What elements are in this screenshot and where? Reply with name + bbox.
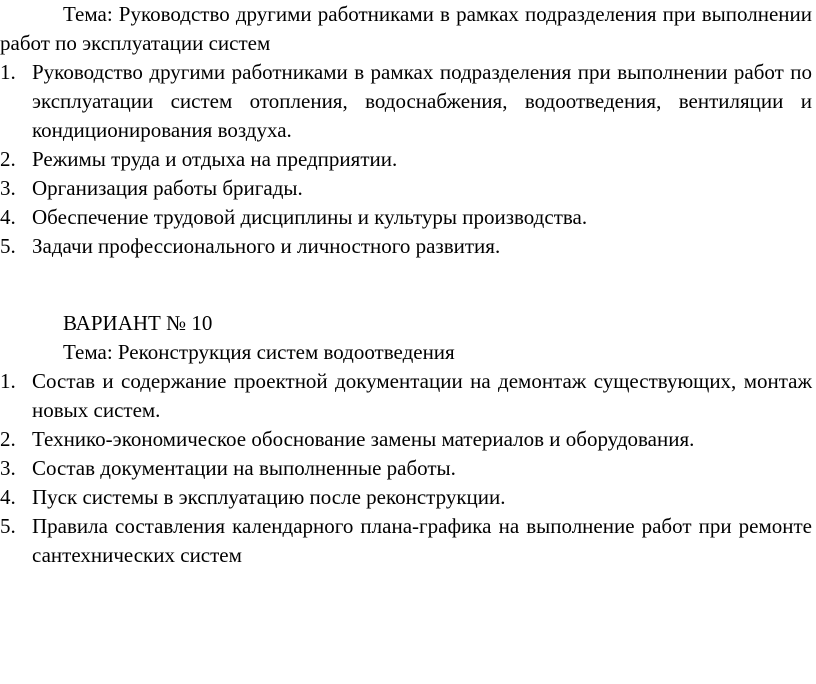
item-text: Обеспечение трудовой дисциплины и культуры производства. [32,205,588,229]
list-item [0,145,812,174]
item-number: 5. [0,514,16,538]
list-item [0,454,812,483]
item-text: Пуск системы в эксплуатацию после реконструкции. [32,485,506,509]
item-text: Правила составления календарного плана-графика на выполнение работ при ремонте сантехнических систем [32,514,812,567]
item-number: 3. [0,176,16,200]
section-1 [0,0,812,261]
item-number: 2. [0,147,16,171]
item-text: Задачи профессионального и личностного развития. [32,234,501,258]
list-item [0,367,812,425]
section-1-list [0,58,812,261]
list-item [0,174,812,203]
item-number: 5. [0,234,16,258]
section-1-topic: Тема: Руководство другими работниками в рамках подразделения при выполнении работ по эксплуатации систем [0,2,812,55]
item-number: 2. [0,427,16,451]
list-item [0,203,812,232]
variant-heading: ВАРИАНТ № 10 [63,311,213,335]
section-2-topic: Тема: Реконструкция систем водоотведения [63,340,455,364]
item-text: Состав и содержание проектной документации на демонтаж существующих, монтаж новых систем. [32,369,812,422]
item-text: Технико-экономическое обоснование замены материалов и оборудования. [32,427,695,451]
item-text: Режимы труда и отдыха на предприятии. [32,147,398,171]
item-number: 4. [0,205,16,229]
item-number: 3. [0,456,16,480]
section-2 [0,309,812,570]
list-item [0,512,812,570]
list-item [0,58,812,145]
item-number: 1. [0,60,16,84]
list-item [0,483,812,512]
item-text: Руководство другими работниками в рамках подразделения при выполнении работ по эксплуатации систем отопления, водоснабжения, водоотведения, вентиляции и кондиционирования воздуха. [32,60,812,142]
item-text: Организация работы бригады. [32,176,303,200]
list-item [0,232,812,261]
item-text: Состав документации на выполненные работы. [32,456,456,480]
item-number: 4. [0,485,16,509]
section-2-list [0,367,812,570]
list-item [0,425,812,454]
item-number: 1. [0,369,16,393]
